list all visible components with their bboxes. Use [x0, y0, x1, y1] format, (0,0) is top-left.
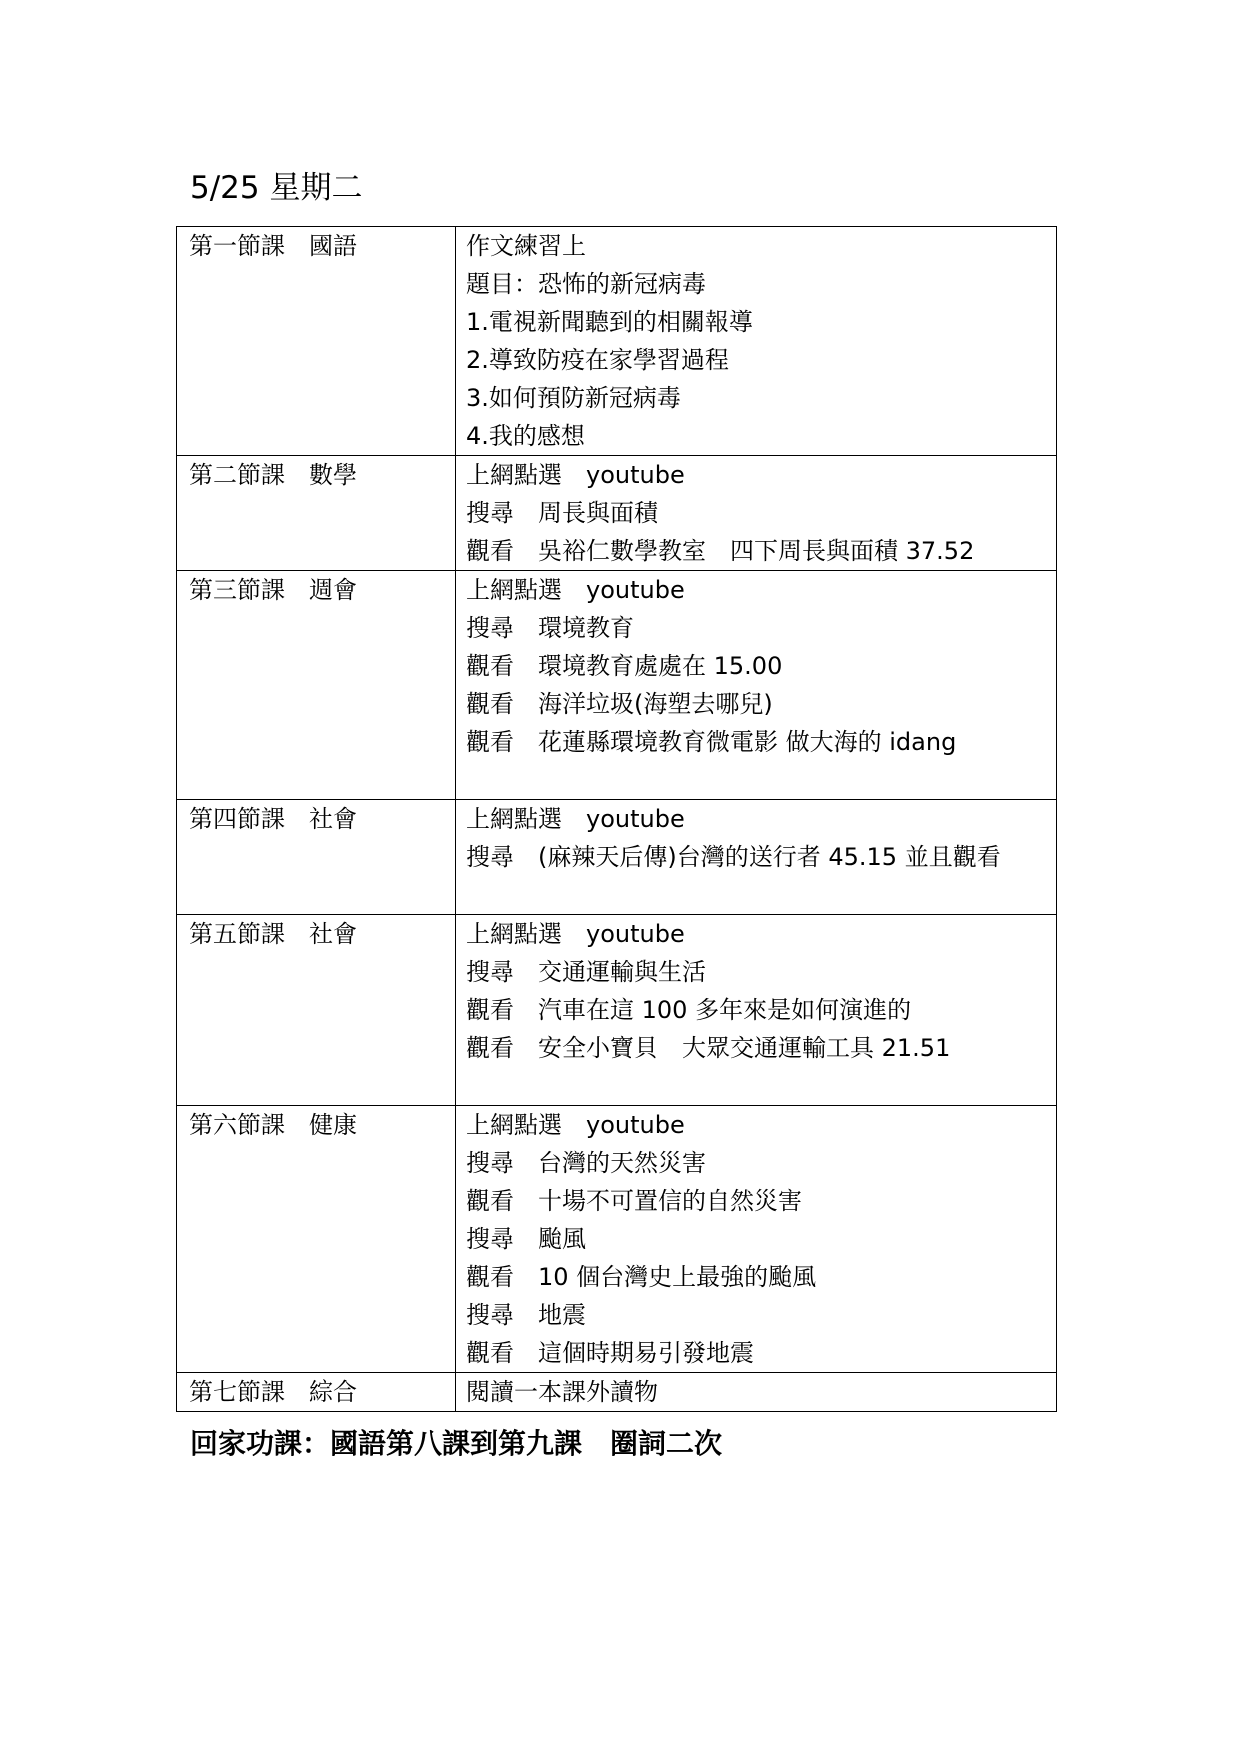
period-subject-cell [177, 571, 456, 800]
period-subject-cell [177, 227, 456, 456]
activity-line: 1.電視新聞聽到的相關報導 [466, 308, 753, 336]
schedule-table [176, 226, 1057, 1412]
activity-line: 觀看 花蓮縣環境教育微電影 做大海的 idang [466, 728, 957, 756]
period-label: 第六節課 健康 [189, 1111, 357, 1139]
period-subject-cell [177, 1106, 456, 1373]
activity-line: 搜尋 (麻辣天后傳)台灣的送行者 45.15 並且觀看 [466, 843, 1001, 871]
period-label: 第三節課 週會 [189, 576, 357, 604]
period-subject-cell [177, 1373, 456, 1412]
activity-line: 上網點選 youtube [466, 1111, 685, 1139]
period-label: 第七節課 綜合 [189, 1378, 357, 1406]
homework-note: 回家功課：國語第八課到第九課 圈詞二次 [190, 1427, 723, 1460]
period-label: 第二節課 數學 [189, 461, 357, 489]
blank-line [466, 1067, 1046, 1105]
activity-line: 觀看 汽車在這 100 多年來是如何演進的 [466, 996, 912, 1024]
period-subject-cell [177, 800, 456, 915]
activity-line: 上網點選 youtube [466, 805, 685, 833]
activity-line: 題目：恐怖的新冠病毒 [466, 270, 706, 298]
activity-line: 觀看 10 個台灣史上最強的颱風 [466, 1263, 817, 1291]
activity-line: 上網點選 youtube [466, 461, 685, 489]
activity-line: 搜尋 台灣的天然災害 [466, 1149, 706, 1177]
period-label: 第一節課 國語 [189, 232, 357, 260]
period-activity-cell [456, 571, 1057, 800]
activity-line: 4.我的感想 [466, 422, 585, 450]
activity-line: 觀看 環境教育處處在 15.00 [466, 652, 783, 680]
period-activity-cell [456, 1106, 1057, 1373]
activity-line: 觀看 這個時期易引發地震 [466, 1339, 754, 1367]
table-row [177, 456, 1057, 571]
period-subject-cell [177, 456, 456, 571]
page-title: 5/25 星期二 [190, 170, 363, 206]
activity-line: 搜尋 周長與面積 [466, 499, 658, 527]
activity-line: 閱讀一本課外讀物 [466, 1378, 658, 1406]
activity-line: 搜尋 環境教育 [466, 614, 634, 642]
table-row [177, 1106, 1057, 1373]
activity-line: 觀看 安全小寶貝 大眾交通運輸工具 21.51 [466, 1034, 951, 1062]
activity-line: 2.導致防疫在家學習過程 [466, 346, 729, 374]
period-activity-cell [456, 456, 1057, 571]
table-row [177, 915, 1057, 1106]
period-activity-cell [456, 800, 1057, 915]
period-subject-cell [177, 915, 456, 1106]
table-row [177, 227, 1057, 456]
activity-line: 作文練習上 [466, 232, 586, 260]
activity-line: 觀看 海洋垃圾(海塑去哪兒) [466, 690, 773, 718]
activity-line: 3.如何預防新冠病毒 [466, 384, 681, 412]
schedule-body [177, 227, 1057, 1412]
table-row [177, 1373, 1057, 1412]
activity-line: 觀看 十場不可置信的自然災害 [466, 1187, 802, 1215]
period-label: 第五節課 社會 [189, 920, 357, 948]
period-activity-cell [456, 915, 1057, 1106]
blank-line [466, 761, 1046, 799]
blank-line [466, 876, 1046, 914]
activity-line: 搜尋 地震 [466, 1301, 586, 1329]
table-row [177, 571, 1057, 800]
activity-line: 搜尋 交通運輸與生活 [466, 958, 706, 986]
activity-line: 搜尋 颱風 [466, 1225, 586, 1253]
period-activity-cell [456, 227, 1057, 456]
period-label: 第四節課 社會 [189, 805, 357, 833]
period-activity-cell [456, 1373, 1057, 1412]
activity-line: 上網點選 youtube [466, 920, 685, 948]
activity-line: 上網點選 youtube [466, 576, 685, 604]
table-row [177, 800, 1057, 915]
activity-line: 觀看 吳裕仁數學教室 四下周長與面積 37.52 [466, 537, 975, 565]
